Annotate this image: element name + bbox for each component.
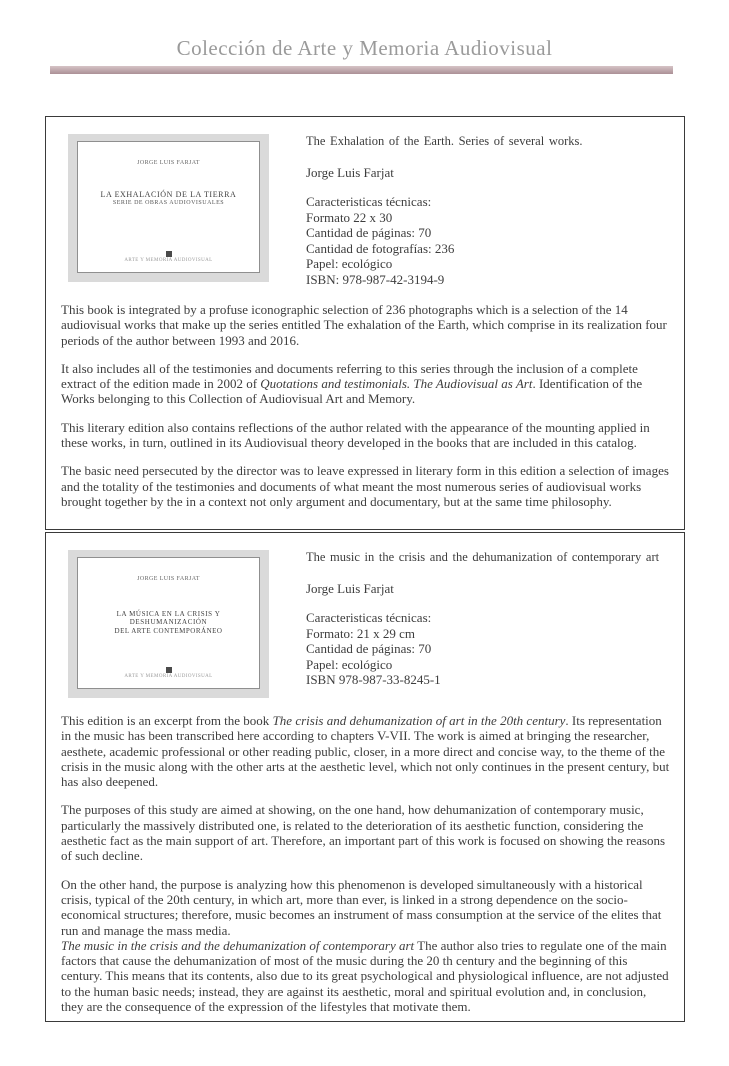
description-paragraph: The basic need persecuted by the director was to leave expressed in literary form in this edition a selection of images and the totality of the testimonies and documents of what meant the most numerous series of audiovisual works brought together by the in a context not only argument and documentary, but at the same time philosophy. xyxy=(61,463,669,509)
spec-line: Formato: 21 x 29 cm xyxy=(306,625,416,641)
book-cover-thumbnail xyxy=(68,550,269,698)
spec-line: ISBN: 978-987-42-3194-9 xyxy=(306,271,445,287)
spec-line: Cantidad de fotografías: 236 xyxy=(306,240,455,256)
book-title: The Exhalation of the Earth. Series of several works. xyxy=(306,134,583,148)
header-accent-bar xyxy=(50,66,673,74)
book-title: The music in the crisis and the dehumanization of contemporary art xyxy=(306,550,660,564)
cover-author: JORGE LUIS FARJAT xyxy=(137,576,200,582)
book-cover-page xyxy=(77,557,260,689)
spec-line: Cantidad de páginas: 70 xyxy=(306,225,432,240)
book-header-row xyxy=(46,533,684,698)
spec-line: Caracteristicas técnicas: xyxy=(306,194,432,209)
book-author: Jorge Luis Farjat xyxy=(306,164,394,180)
cover-subtitle: DEL ARTE CONTEMPORÁNEO xyxy=(114,627,223,635)
publisher-logo-icon xyxy=(166,667,172,673)
cover-subtitle: SERIE DE OBRAS AUDIOVISUALES xyxy=(112,200,225,206)
description-paragraph: This edition is an excerpt from the book The crisis and dehumanization of art in the 20th century. Its representation in the music has been transcribed here according to chapters V-VII. The work is aimed at bringing the researcher, aesthete, academic professional or other reading public, closer, in a more direct and concise way, to the theme of the crisis in the music along with the other arts at the aesthetic level, which not only continues in the present century, but has also deepened. xyxy=(61,713,670,790)
description-paragraph: The purposes of this study are aimed at showing, on the one hand, how dehumanization of contemporary music, particularly the massively distributed one, is related to the deterioration of its aesthetic function, considering the aesthetic fact as the main support of art. Therefore, an important part of this work is focused on showing the reasons of such decline. xyxy=(61,802,666,864)
description-paragraph: On the other hand, the purpose is analyzing how this phenomenon is developed simultaneously with a historical crisis, typical of the 20th century, in which art, more than ever, is linked in a strong dependence on the socio-economical structures; therefore, music becomes an instrument of mass consumption at the service of the elites that run and manage the mass media. The music in the crisis and the dehumanization of contemporary art The author also tries to regulate one of the main factors that cause the dehumanization of most of the music during the 20 th century and the beginning of this century. This means that its contents, also due to its great psychological and physiological influence, are not adjusted to the human basic needs; instead, they are against its aesthetic, moral and spiritual evolution and, in conclusion, they are the consequence of the expression of the lifestyles that motivate them. xyxy=(61,876,669,1015)
spec-line: Papel: ecológico xyxy=(306,256,393,271)
book-info xyxy=(306,550,659,698)
book-info xyxy=(306,134,583,287)
book-cover-thumbnail xyxy=(68,134,269,282)
book-section-exhalation xyxy=(45,116,685,530)
spec-line: ISBN 978-987-33-8245-1 xyxy=(306,672,441,687)
publisher-imprint-text: ARTE Y MEMORIA AUDIOVISUAL xyxy=(124,674,213,679)
spec-line: Cantidad de páginas: 70 xyxy=(306,641,432,656)
book-section-music-crisis xyxy=(45,532,685,1022)
spec-line: Papel: ecológico xyxy=(306,656,393,672)
book-description xyxy=(46,698,684,1014)
cover-author: JORGE LUIS FARJAT xyxy=(137,160,200,166)
cover-title: LA MÚSICA EN LA CRISIS Y DESHUMANIZACIÓN xyxy=(116,610,221,626)
publisher-imprint-text: ARTE Y MEMORIA AUDIOVISUAL xyxy=(124,258,213,263)
cover-title: LA EXHALACIÓN DE LA TIERRA xyxy=(100,190,237,199)
book-header-row xyxy=(46,117,684,287)
spec-line: Formato 22 x 30 xyxy=(306,209,393,225)
spec-line: Caracteristicas técnicas: xyxy=(306,610,432,625)
description-paragraph: This literary edition also contains reflections of the author related with the appearance of the mounting applied in these works, in turn, outlined in its Audiovisual theory developed in the books that are included in this catalog. xyxy=(61,419,650,451)
page-header xyxy=(0,36,729,74)
cover-imprint xyxy=(78,667,259,679)
catalog-page xyxy=(0,36,729,1015)
description-paragraph: This book is integrated by a profuse iconographic selection of 236 photographs which is a selection of the 14 audiovisual works that make up the series entitled The exhalation of the Earth, which comprise in its realization four periods of the author between 1993 and 2016. xyxy=(61,302,667,348)
book-description xyxy=(46,287,684,509)
publisher-logo-icon xyxy=(166,251,172,257)
cover-imprint xyxy=(78,251,259,263)
book-specs xyxy=(306,194,583,287)
book-author: Jorge Luis Farjat xyxy=(306,580,394,596)
description-paragraph: It also includes all of the testimonies and documents referring to this series through the inclusion of a complete extract of the edition made in 2002 of Quotations and testimonials. The Audiovisual as Art. Identification of the Works belonging to this Collection of Audiovisual Art and Memory. xyxy=(61,360,643,407)
book-specs xyxy=(306,610,659,688)
page-title: Colección de Arte y Memoria Audiovisual xyxy=(176,36,553,60)
book-cover-page xyxy=(77,141,260,273)
